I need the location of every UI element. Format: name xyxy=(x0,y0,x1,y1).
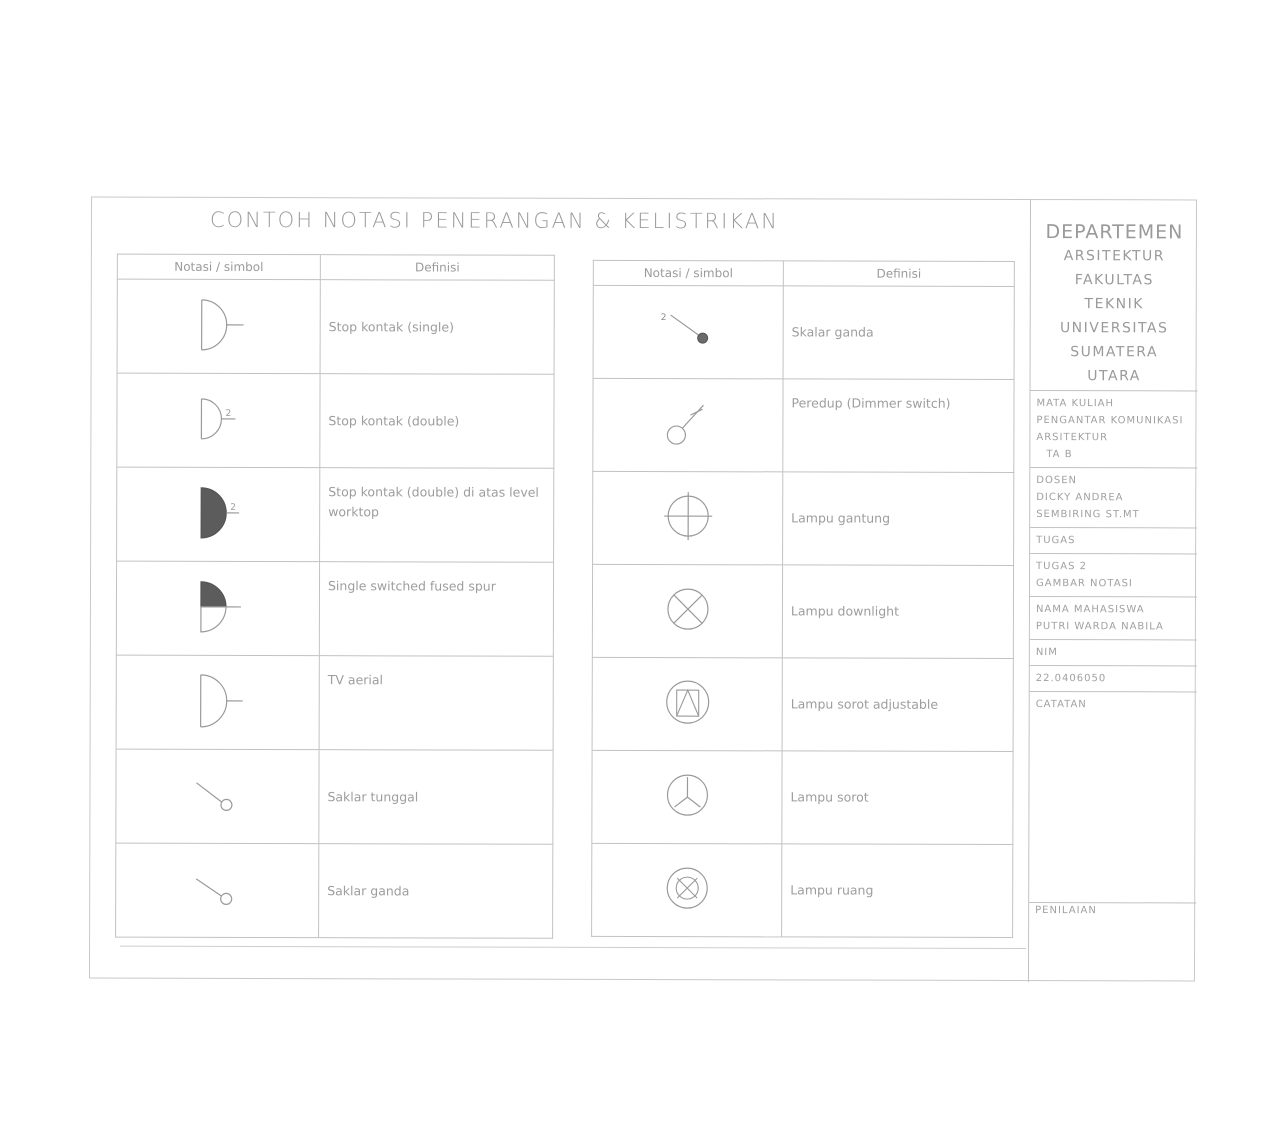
notes-cell xyxy=(1029,691,1196,850)
definition-cell: Lampu sorot adjustable xyxy=(782,658,1013,752)
dept-line: TEKNIK xyxy=(1084,296,1144,313)
nim-label: NIM xyxy=(1035,647,1058,659)
definition-cell: Stop kontak (double) xyxy=(320,374,554,469)
header-symbol: Notasi / simbol xyxy=(593,260,783,285)
course-label: MATA KULIAH xyxy=(1036,398,1115,410)
course-year: TA B xyxy=(1046,449,1073,461)
nim-value-cell xyxy=(1030,665,1197,691)
tv-aerial-icon xyxy=(183,670,253,730)
svg-text:2: 2 xyxy=(230,502,236,513)
table-row xyxy=(116,843,553,938)
drawing-sheet xyxy=(89,197,1197,982)
definition-cell: Peredup (Dimmer switch) xyxy=(783,379,1014,473)
student-cell xyxy=(1030,596,1197,639)
table-row xyxy=(593,471,1014,565)
table-row xyxy=(117,279,554,374)
grade-cell xyxy=(1029,902,1196,918)
definition-cell: TV aerial xyxy=(319,656,553,751)
svg-text:2: 2 xyxy=(660,313,666,324)
sheet-title: CONTOH NOTASI PENERANGAN & KELISTRIKAN xyxy=(209,207,779,234)
header-symbol: Notasi / simbol xyxy=(117,254,320,280)
lecturer-label: DOSEN xyxy=(1036,475,1078,487)
dept-line: UNIVERSITAS xyxy=(1059,320,1169,337)
table-row xyxy=(592,843,1013,937)
table-row xyxy=(116,749,553,844)
lecturer-cell xyxy=(1030,467,1197,527)
department-block xyxy=(1031,200,1198,390)
spotlight-icon xyxy=(647,765,727,825)
room-lamp-icon xyxy=(647,858,727,918)
dept-line: UTARA xyxy=(1087,368,1141,385)
dept-line: SUMATERA xyxy=(1070,344,1159,361)
title-block xyxy=(1028,200,1198,982)
definition-cell: Stop kontak (single) xyxy=(320,280,554,375)
table-row xyxy=(593,285,1014,379)
pendant-lamp-icon xyxy=(648,486,728,546)
header-definition: Definisi xyxy=(320,255,554,281)
definition-cell: Lampu gantung xyxy=(783,472,1014,566)
definition-cell: Single switched fused spur xyxy=(319,562,553,657)
socket-single-icon xyxy=(184,294,254,354)
table-row xyxy=(116,561,553,656)
definition-cell: Skalar ganda xyxy=(783,286,1014,380)
student-name: PUTRI WARDA NABILA xyxy=(1035,621,1164,633)
definition-cell: Lampu sorot xyxy=(782,751,1013,845)
adjustable-spotlight-icon xyxy=(647,672,727,732)
nim-value: 22.0406050 xyxy=(1035,673,1107,685)
table-row xyxy=(117,467,554,562)
switch-single-icon xyxy=(182,764,252,824)
notes-label: CATATAN xyxy=(1035,699,1087,711)
socket-double-icon xyxy=(183,388,253,448)
task-cell xyxy=(1030,553,1197,596)
course-cell xyxy=(1030,390,1197,467)
downlight-icon xyxy=(647,579,727,639)
header-definition: Definisi xyxy=(783,261,1014,287)
course-name: PENGANTAR KOMUNIKASI ARSITEKTUR xyxy=(1036,415,1184,444)
table-row xyxy=(592,564,1013,658)
dimmer-switch-icon xyxy=(648,393,728,453)
definition-cell: Lampu ruang xyxy=(782,844,1013,938)
definition-cell: Saklar tunggal xyxy=(319,750,553,845)
dept-line: ARSITEKTUR xyxy=(1063,248,1166,265)
dept-line: DEPARTEMEN xyxy=(1045,221,1184,244)
table-row xyxy=(593,378,1014,472)
bottom-border-line xyxy=(120,946,1026,949)
switch-double-2-icon xyxy=(648,300,728,360)
task-number: TUGAS 2 xyxy=(1036,561,1087,573)
switch-double-icon xyxy=(182,858,252,918)
notation-table-right xyxy=(591,260,1015,938)
student-label: NAMA MAHASISWA xyxy=(1035,604,1145,616)
task-name: GAMBAR NOTASI xyxy=(1036,578,1133,590)
definition-cell: Lampu downlight xyxy=(782,565,1013,659)
lecturer-name: DICKY ANDREA SEMBIRING ST.MT xyxy=(1036,492,1140,521)
dept-line: FAKULTAS xyxy=(1074,272,1154,289)
definition-cell: Stop kontak (double) di atas level worktop xyxy=(320,468,554,563)
switched-fused-spur-icon xyxy=(183,576,253,636)
table-row xyxy=(116,655,553,750)
socket-double-worktop-icon xyxy=(183,482,253,542)
grade-label: PENILAIAN xyxy=(1035,905,1097,917)
table-row xyxy=(592,657,1013,751)
definition-cell: Saklar ganda xyxy=(319,844,553,939)
svg-text:2: 2 xyxy=(225,408,232,419)
task-label: TUGAS xyxy=(1036,535,1076,547)
table-row xyxy=(117,373,554,468)
table-row xyxy=(592,750,1013,844)
notation-table-left xyxy=(115,254,555,939)
task-label-cell xyxy=(1030,527,1197,553)
nim-label-cell xyxy=(1030,639,1197,665)
